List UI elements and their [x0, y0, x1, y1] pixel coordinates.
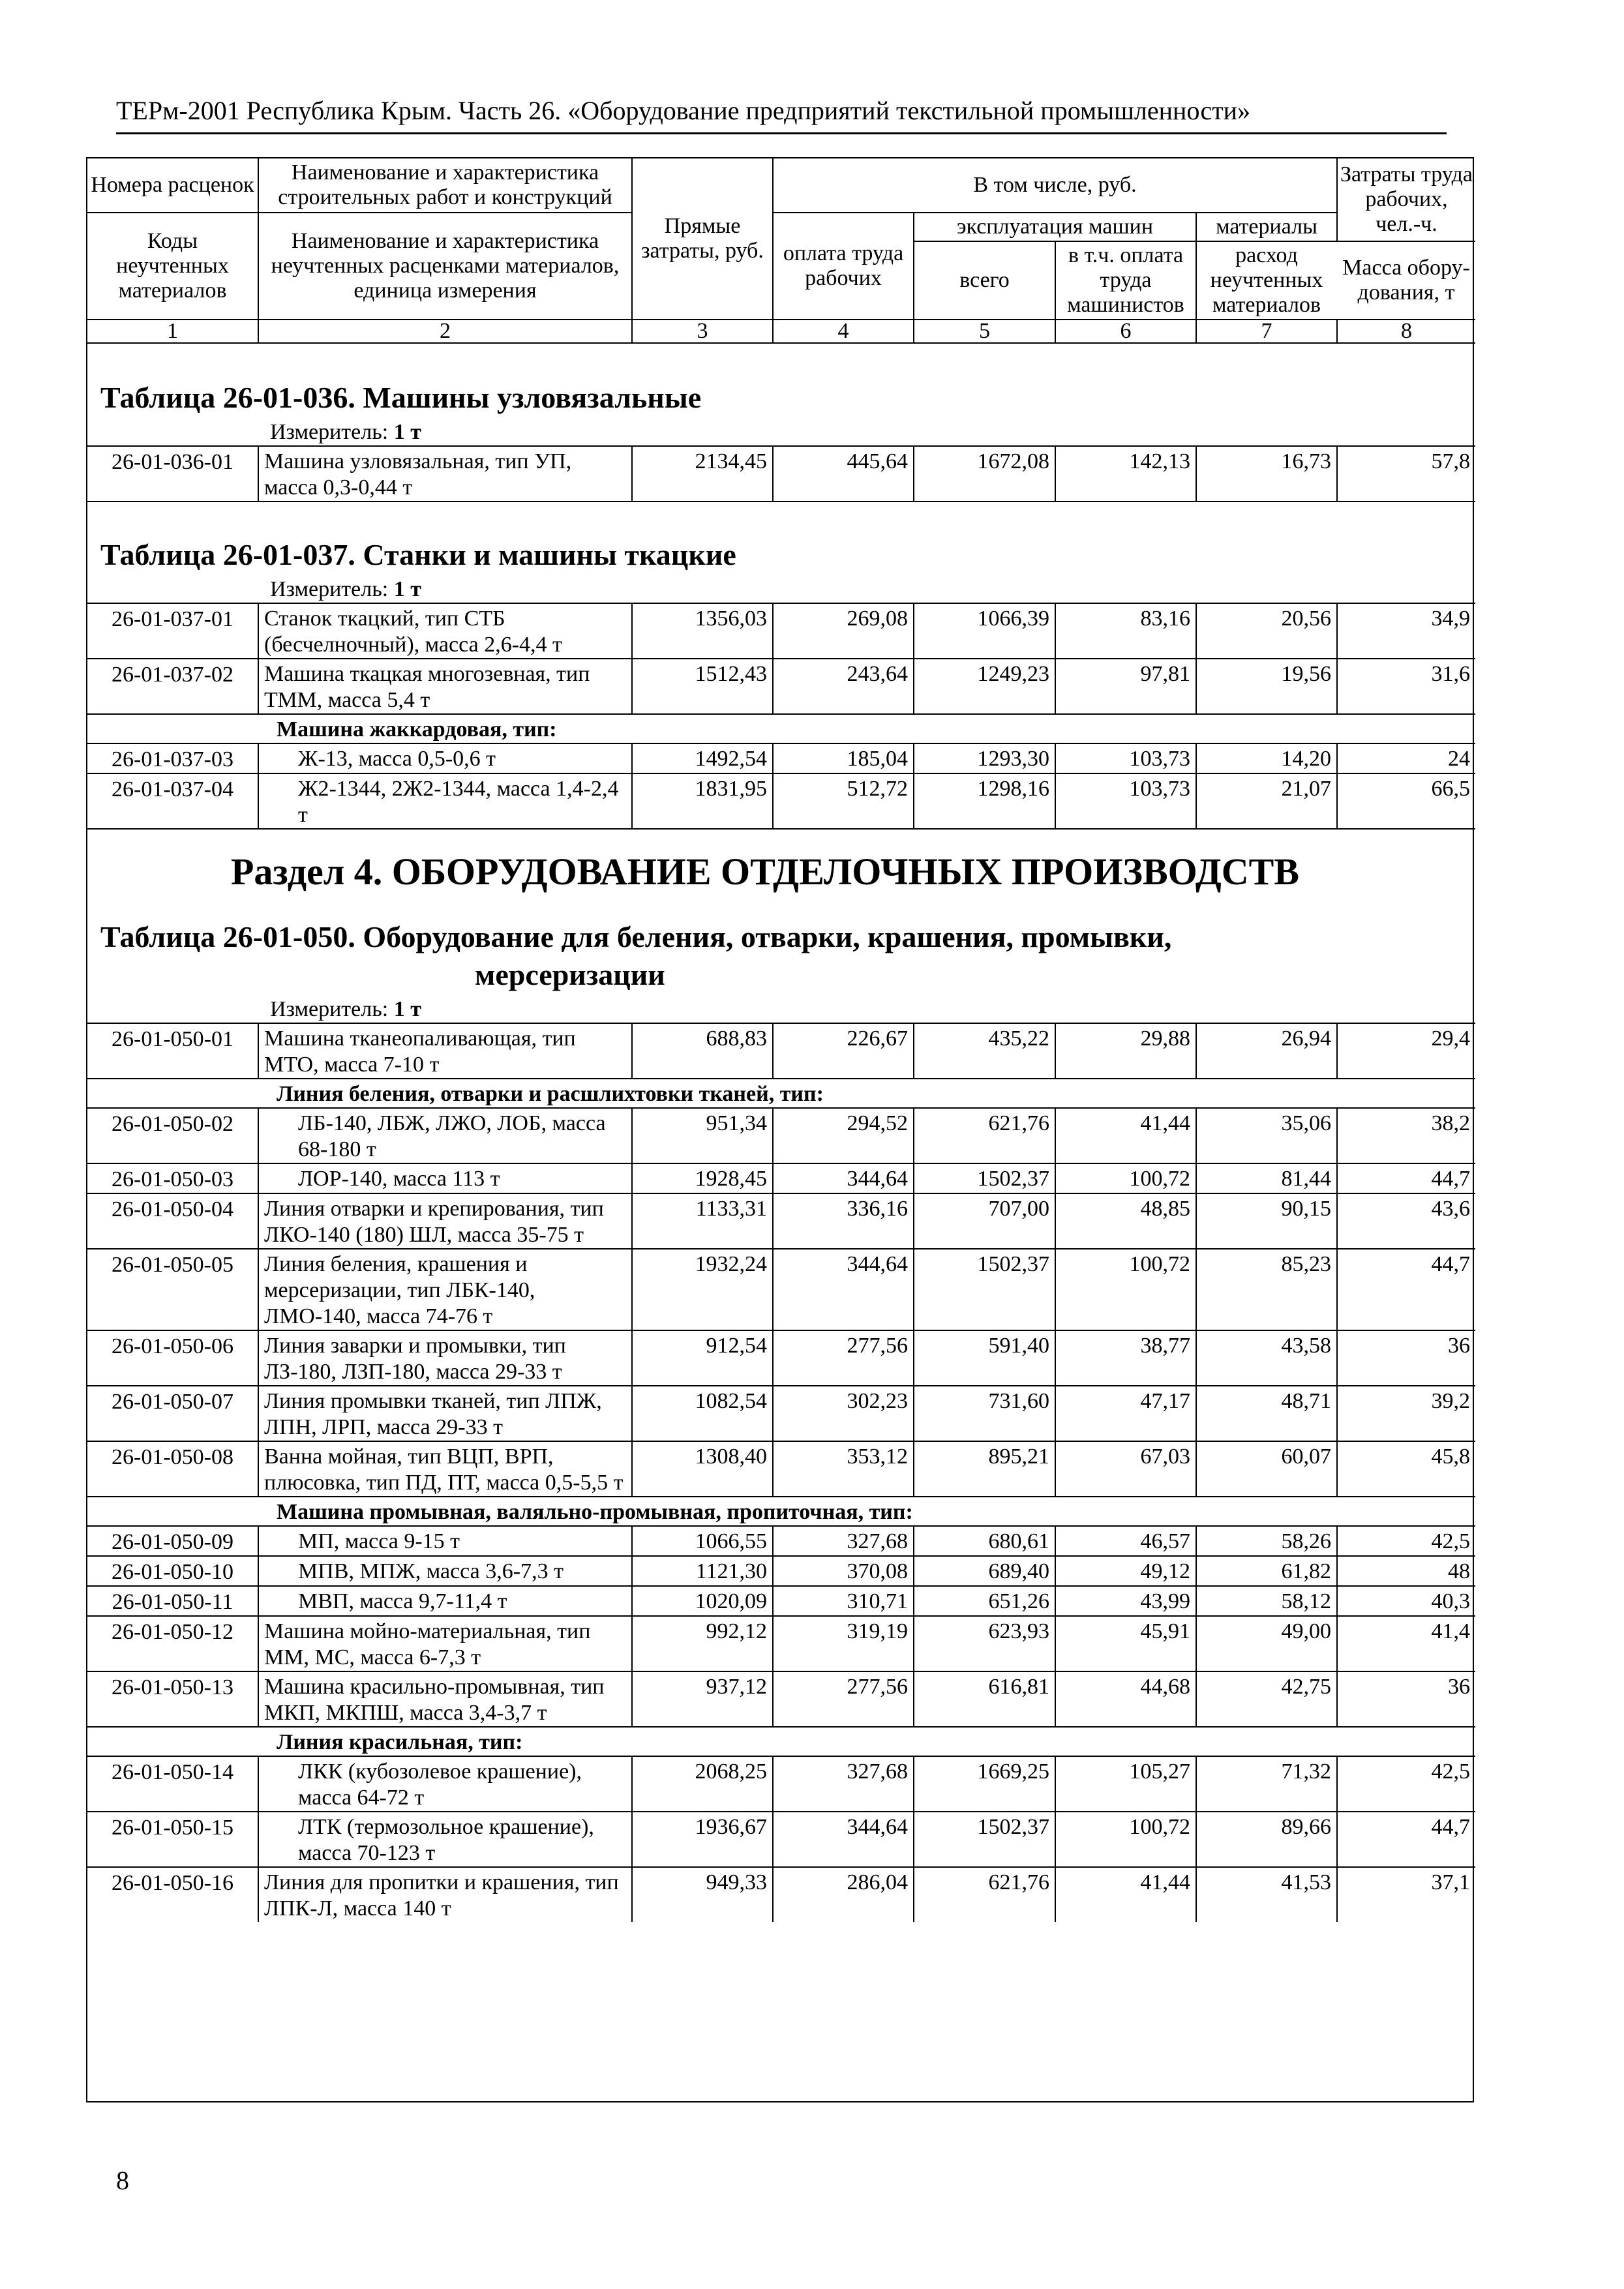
direct-costs: 1512,43	[632, 659, 773, 714]
worker-pay: 344,64	[773, 1249, 914, 1330]
operator-pay: 97,81	[1055, 659, 1196, 714]
table-title-continued: мерсеризации	[475, 958, 665, 991]
operator-pay: 142,13	[1055, 446, 1196, 501]
rate-name: МП, масса 9-15 т	[258, 1526, 632, 1556]
rates-table-frame	[86, 157, 1474, 2102]
rate-name: Линия промывки тканей, тип ЛПЖ, ЛПН, ЛРП, масса 29-33 т	[258, 1386, 632, 1441]
direct-costs: 2134,45	[632, 446, 773, 501]
material-costs: 19,56	[1196, 659, 1337, 714]
table-row	[87, 603, 1475, 659]
rate-code: 26-01-050-07	[87, 1386, 258, 1441]
table-row	[87, 1163, 1475, 1193]
worker-pay: 336,16	[773, 1193, 914, 1249]
rate-name: Линия для пропитки и крашения, тип ЛПК-Л, масса 140 т	[258, 1867, 632, 1922]
labor-hours: 48	[1337, 1556, 1475, 1586]
machine-total: 689,40	[914, 1556, 1055, 1586]
worker-pay: 243,64	[773, 659, 914, 714]
machine-total: 731,60	[914, 1386, 1055, 1441]
material-costs: 58,12	[1196, 1586, 1337, 1616]
table-block-1	[87, 379, 1473, 502]
labor-hours: 40,3	[1337, 1586, 1475, 1616]
table-row	[87, 1526, 1475, 1556]
machine-total: 623,93	[914, 1616, 1055, 1671]
rate-name: Ж-13, масса 0,5-0,6 т	[258, 743, 632, 773]
table-row	[87, 1193, 1475, 1249]
direct-costs: 1121,30	[632, 1556, 773, 1586]
operator-pay: 103,73	[1055, 773, 1196, 829]
direct-costs: 1066,55	[632, 1526, 773, 1556]
worker-pay: 286,04	[773, 1867, 914, 1922]
labor-hours: 44,7	[1337, 1812, 1475, 1867]
group-subheading: Линия беления, отварки и расшлихтовки тканей, тип:	[87, 1079, 1475, 1108]
rate-name: Машина красильно-промывная, тип МКП, МКПШ, масса 3,4-3,7 т	[258, 1671, 632, 1727]
machine-total: 1669,25	[914, 1756, 1055, 1812]
direct-costs: 1308,40	[632, 1441, 773, 1497]
rate-code: 26-01-050-10	[87, 1556, 258, 1586]
material-costs: 85,23	[1196, 1249, 1337, 1330]
direct-costs: 1932,24	[632, 1249, 773, 1330]
rate-code: 26-01-050-04	[87, 1193, 258, 1249]
rate-code: 26-01-050-11	[87, 1586, 258, 1616]
operator-pay: 44,68	[1055, 1671, 1196, 1727]
operator-pay: 67,03	[1055, 1441, 1196, 1497]
rate-name: ЛОР-140, масса 113 т	[258, 1163, 632, 1193]
worker-pay: 310,71	[773, 1586, 914, 1616]
table-row	[87, 1441, 1475, 1497]
machine-total: 895,21	[914, 1441, 1055, 1497]
group-subheading: Машина промывная, валяльно-промывная, пропиточная, тип:	[87, 1497, 1475, 1526]
col8-header-bottom: Масса обору-дования, т	[1337, 241, 1475, 320]
labor-hours: 42,5	[1337, 1756, 1475, 1812]
operator-pay: 29,88	[1055, 1023, 1196, 1079]
material-costs: 48,71	[1196, 1386, 1337, 1441]
worker-pay: 319,19	[773, 1616, 914, 1671]
material-costs: 41,53	[1196, 1867, 1337, 1922]
labor-hours: 43,6	[1337, 1193, 1475, 1249]
material-costs: 71,32	[1196, 1756, 1337, 1812]
measurer-label: Измеритель:	[270, 997, 389, 1021]
worker-pay: 370,08	[773, 1556, 914, 1586]
col2-header-bottom: Наименование и характеристика неучтенных расценками материалов, единица измерения	[258, 213, 632, 320]
material-costs: 14,20	[1196, 743, 1337, 773]
col-number-3: 3	[632, 320, 773, 343]
table-title: Таблица 26-01-037. Станки и машины ткацкие	[100, 538, 736, 571]
rate-code: 26-01-037-01	[87, 603, 258, 659]
rate-code: 26-01-050-02	[87, 1108, 258, 1163]
operator-pay: 41,44	[1055, 1867, 1196, 1922]
worker-pay: 512,72	[773, 773, 914, 829]
col-number-2: 2	[258, 320, 632, 343]
rate-name: МПВ, МПЖ, масса 3,6-7,3 т	[258, 1556, 632, 1586]
machine-total: 435,22	[914, 1023, 1055, 1079]
table-row	[87, 773, 1475, 829]
worker-pay: 226,67	[773, 1023, 914, 1079]
group-subheading-row	[87, 1497, 1475, 1526]
tables-container	[87, 379, 1473, 1922]
rate-name: Линия заварки и промывки, тип ЛЗ-180, ЛЗП-180, масса 29-33 т	[258, 1330, 632, 1386]
labor-hours: 44,7	[1337, 1249, 1475, 1330]
labor-hours: 34,9	[1337, 603, 1475, 659]
labor-hours: 36	[1337, 1671, 1475, 1727]
labor-hours: 39,2	[1337, 1386, 1475, 1441]
worker-pay: 445,64	[773, 446, 914, 501]
material-costs: 89,66	[1196, 1812, 1337, 1867]
table-row	[87, 446, 1475, 501]
table-row	[87, 1386, 1475, 1441]
rate-code: 26-01-050-12	[87, 1616, 258, 1671]
table-row	[87, 1867, 1475, 1922]
labor-hours: 45,8	[1337, 1441, 1475, 1497]
rate-code: 26-01-050-15	[87, 1812, 258, 1867]
machine-total: 591,40	[914, 1330, 1055, 1386]
col-number-1: 1	[87, 320, 258, 343]
direct-costs: 1928,45	[632, 1163, 773, 1193]
material-costs: 60,07	[1196, 1441, 1337, 1497]
worker-pay: 277,56	[773, 1671, 914, 1727]
col-number-7: 7	[1196, 320, 1337, 343]
rate-name: Машина ткацкая многозевная, тип ТММ, масса 5,4 т	[258, 659, 632, 714]
machine-total: 621,76	[914, 1108, 1055, 1163]
table-row	[87, 1023, 1475, 1079]
rates-table	[87, 603, 1475, 830]
section-heading: Раздел 4. ОБОРУДОВАНИЕ ОТДЕЛОЧНЫХ ПРОИЗВОДСТВ	[231, 850, 1300, 893]
direct-costs: 1356,03	[632, 603, 773, 659]
operator-pay: 100,72	[1055, 1249, 1196, 1330]
table-row	[87, 1330, 1475, 1386]
machine-total: 1066,39	[914, 603, 1055, 659]
rate-code: 26-01-037-02	[87, 659, 258, 714]
worker-pay: 344,64	[773, 1163, 914, 1193]
rate-name: МВП, масса 9,7-11,4 т	[258, 1586, 632, 1616]
rate-code: 26-01-050-01	[87, 1023, 258, 1079]
group-subheading: Машина жаккардовая, тип:	[87, 714, 1475, 743]
worker-pay: 344,64	[773, 1812, 914, 1867]
column-header	[87, 158, 1475, 344]
labor-hours: 29,4	[1337, 1023, 1475, 1079]
worker-pay: 269,08	[773, 603, 914, 659]
measurer	[87, 576, 1473, 603]
worker-pay: 294,52	[773, 1108, 914, 1163]
table-row	[87, 743, 1475, 773]
labor-hours: 44,7	[1337, 1163, 1475, 1193]
rate-name: Линия отварки и крепирования, тип ЛКО-140 (180) ШЛ, масса 35-75 т	[258, 1193, 632, 1249]
direct-costs: 1831,95	[632, 773, 773, 829]
machine-total: 680,61	[914, 1526, 1055, 1556]
rate-code: 26-01-050-09	[87, 1526, 258, 1556]
labor-hours: 42,5	[1337, 1526, 1475, 1556]
direct-costs: 937,12	[632, 1671, 773, 1727]
col1-header-bottom: Коды неучтенных материалов	[87, 213, 258, 320]
direct-costs: 1133,31	[632, 1193, 773, 1249]
rate-name: Машина узловязальная, тип УП, масса 0,3-0,44 т	[258, 446, 632, 501]
rates-table	[87, 1023, 1475, 1922]
machine-total: 1298,16	[914, 773, 1055, 829]
operator-pay: 100,72	[1055, 1163, 1196, 1193]
material-costs: 49,00	[1196, 1616, 1337, 1671]
table-row	[87, 659, 1475, 714]
operator-pay: 105,27	[1055, 1756, 1196, 1812]
col4-header: оплата труда рабочих	[773, 213, 914, 320]
table-row	[87, 1586, 1475, 1616]
col-number-5: 5	[914, 320, 1055, 343]
measurer-value: 1 т	[393, 420, 421, 444]
rate-code: 26-01-037-04	[87, 773, 258, 829]
measurer	[87, 419, 1473, 445]
rate-code: 26-01-050-14	[87, 1756, 258, 1812]
labor-hours: 37,1	[1337, 1867, 1475, 1922]
rate-code: 26-01-050-03	[87, 1163, 258, 1193]
rate-name: Ж2-1344, 2Ж2-1344, масса 1,4-2,4 т	[258, 773, 632, 829]
table-title: Таблица 26-01-050. Оборудование для беления, отварки, крашения, промывки,	[100, 920, 1172, 953]
col1-header-top: Номера расценок	[87, 158, 258, 213]
table-row	[87, 1671, 1475, 1727]
operator-pay: 47,17	[1055, 1386, 1196, 1441]
machine-total: 1249,23	[914, 659, 1055, 714]
worker-pay: 353,12	[773, 1441, 914, 1497]
labor-hours: 24	[1337, 743, 1475, 773]
rate-code: 26-01-037-03	[87, 743, 258, 773]
labor-hours: 36	[1337, 1330, 1475, 1386]
material-costs: 20,56	[1196, 603, 1337, 659]
col6-header: в т.ч. оплата труда машинистов	[1055, 241, 1196, 320]
machine-total: 616,81	[914, 1671, 1055, 1727]
measurer-value: 1 т	[393, 577, 421, 601]
col-number-8: 8	[1337, 320, 1475, 343]
rate-name: Станок ткацкий, тип СТБ (бесчелночный), масса 2,6-4,4 т	[258, 603, 632, 659]
direct-costs: 949,33	[632, 1867, 773, 1922]
machine-total: 621,76	[914, 1867, 1055, 1922]
measurer-value: 1 т	[393, 997, 421, 1021]
table-block-3	[87, 849, 1473, 1922]
col-number-4: 4	[773, 320, 914, 343]
rate-name: Машина тканеопаливающая, тип МТО, масса 7-10 т	[258, 1023, 632, 1079]
worker-pay: 327,68	[773, 1526, 914, 1556]
table-row	[87, 1756, 1475, 1812]
rate-code: 26-01-050-16	[87, 1867, 258, 1922]
rate-code: 26-01-036-01	[87, 446, 258, 501]
group-subheading-row	[87, 1727, 1475, 1756]
table-row	[87, 1616, 1475, 1671]
machine-total: 707,00	[914, 1193, 1055, 1249]
direct-costs: 688,83	[632, 1023, 773, 1079]
rate-code: 26-01-050-08	[87, 1441, 258, 1497]
labor-hours: 41,4	[1337, 1616, 1475, 1671]
material-costs: 90,15	[1196, 1193, 1337, 1249]
direct-costs: 912,54	[632, 1330, 773, 1386]
operator-pay: 43,99	[1055, 1586, 1196, 1616]
table-row	[87, 1249, 1475, 1330]
direct-costs: 1492,54	[632, 743, 773, 773]
machine-total: 1502,37	[914, 1812, 1055, 1867]
rate-code: 26-01-050-06	[87, 1330, 258, 1386]
operator-pay: 38,77	[1055, 1330, 1196, 1386]
material-costs: 43,58	[1196, 1330, 1337, 1386]
operator-pay: 83,16	[1055, 603, 1196, 659]
col7-header: расход неучтенных материалов	[1196, 241, 1337, 320]
table-block-2	[87, 536, 1473, 830]
worker-pay: 277,56	[773, 1330, 914, 1386]
rate-name: ЛКК (кубозолевое крашение), масса 64-72 т	[258, 1756, 632, 1812]
rate-name: Машина мойно-материальная, тип ММ, МС, масса 6-7,3 т	[258, 1616, 632, 1671]
material-costs: 61,82	[1196, 1556, 1337, 1586]
rate-code: 26-01-050-05	[87, 1249, 258, 1330]
rate-name: ЛТК (термозольное крашение), масса 70-123 т	[258, 1812, 632, 1867]
rate-code: 26-01-050-13	[87, 1671, 258, 1727]
worker-pay: 327,68	[773, 1756, 914, 1812]
direct-costs: 2068,25	[632, 1756, 773, 1812]
rate-name: Ванна мойная, тип ВЦП, ВРП, плюсовка, тип ПД, ПТ, масса 0,5-5,5 т	[258, 1441, 632, 1497]
machine-total: 651,26	[914, 1586, 1055, 1616]
document-header-title: ТЕРм-2001 Республика Крым. Часть 26. «Оборудование предприятий текстильной промышленности»	[116, 96, 1251, 125]
group-subheading-row	[87, 714, 1475, 743]
col5-header: всего	[914, 241, 1055, 320]
rates-table	[87, 445, 1475, 502]
group-subheading-row	[87, 1079, 1475, 1108]
including-header: В том числе, руб.	[773, 158, 1337, 213]
operator-pay: 103,73	[1055, 743, 1196, 773]
machine-total: 1293,30	[914, 743, 1055, 773]
material-costs: 35,06	[1196, 1108, 1337, 1163]
col3-header: Прямые затраты, руб.	[632, 158, 773, 320]
labor-hours: 31,6	[1337, 659, 1475, 714]
table-row	[87, 1556, 1475, 1586]
col-number-6: 6	[1055, 320, 1196, 343]
direct-costs: 1936,67	[632, 1812, 773, 1867]
direct-costs: 992,12	[632, 1616, 773, 1671]
measurer	[87, 996, 1473, 1023]
machine-total: 1672,08	[914, 446, 1055, 501]
table-row	[87, 1108, 1475, 1163]
page-number: 8	[116, 2166, 129, 2195]
table-row	[87, 1812, 1475, 1867]
measurer-label: Измеритель:	[270, 420, 389, 444]
machines-header: эксплуатация машин	[914, 213, 1196, 241]
labor-hours: 57,8	[1337, 446, 1475, 501]
machine-total: 1502,37	[914, 1163, 1055, 1193]
col8-header-top: Затраты труда рабочих, чел.-ч.	[1337, 158, 1475, 241]
worker-pay: 185,04	[773, 743, 914, 773]
group-subheading: Линия красильная, тип:	[87, 1727, 1475, 1756]
col2-header-top: Наименование и характеристика строительных работ и конструкций	[258, 158, 632, 213]
direct-costs: 1020,09	[632, 1586, 773, 1616]
operator-pay: 45,91	[1055, 1616, 1196, 1671]
operator-pay: 100,72	[1055, 1812, 1196, 1867]
material-costs: 26,94	[1196, 1023, 1337, 1079]
material-costs: 16,73	[1196, 446, 1337, 501]
header-rule	[116, 132, 1447, 134]
operator-pay: 41,44	[1055, 1108, 1196, 1163]
material-costs: 81,44	[1196, 1163, 1337, 1193]
operator-pay: 48,85	[1055, 1193, 1196, 1249]
measurer-label: Измеритель:	[270, 577, 389, 601]
rate-name: ЛБ-140, ЛБЖ, ЛЖО, ЛОБ, масса 68-180 т	[258, 1108, 632, 1163]
worker-pay: 302,23	[773, 1386, 914, 1441]
material-costs: 58,26	[1196, 1526, 1337, 1556]
material-costs: 42,75	[1196, 1671, 1337, 1727]
direct-costs: 951,34	[632, 1108, 773, 1163]
operator-pay: 46,57	[1055, 1526, 1196, 1556]
machine-total: 1502,37	[914, 1249, 1055, 1330]
materials-header: материалы	[1196, 213, 1337, 241]
material-costs: 21,07	[1196, 773, 1337, 829]
operator-pay: 49,12	[1055, 1556, 1196, 1586]
table-title: Таблица 26-01-036. Машины узловязальные	[100, 381, 702, 414]
direct-costs: 1082,54	[632, 1386, 773, 1441]
rate-name: Линия беления, крашения и мерсеризации, тип ЛБК-140, ЛМО-140, масса 74-76 т	[258, 1249, 632, 1330]
labor-hours: 66,5	[1337, 773, 1475, 829]
labor-hours: 38,2	[1337, 1108, 1475, 1163]
